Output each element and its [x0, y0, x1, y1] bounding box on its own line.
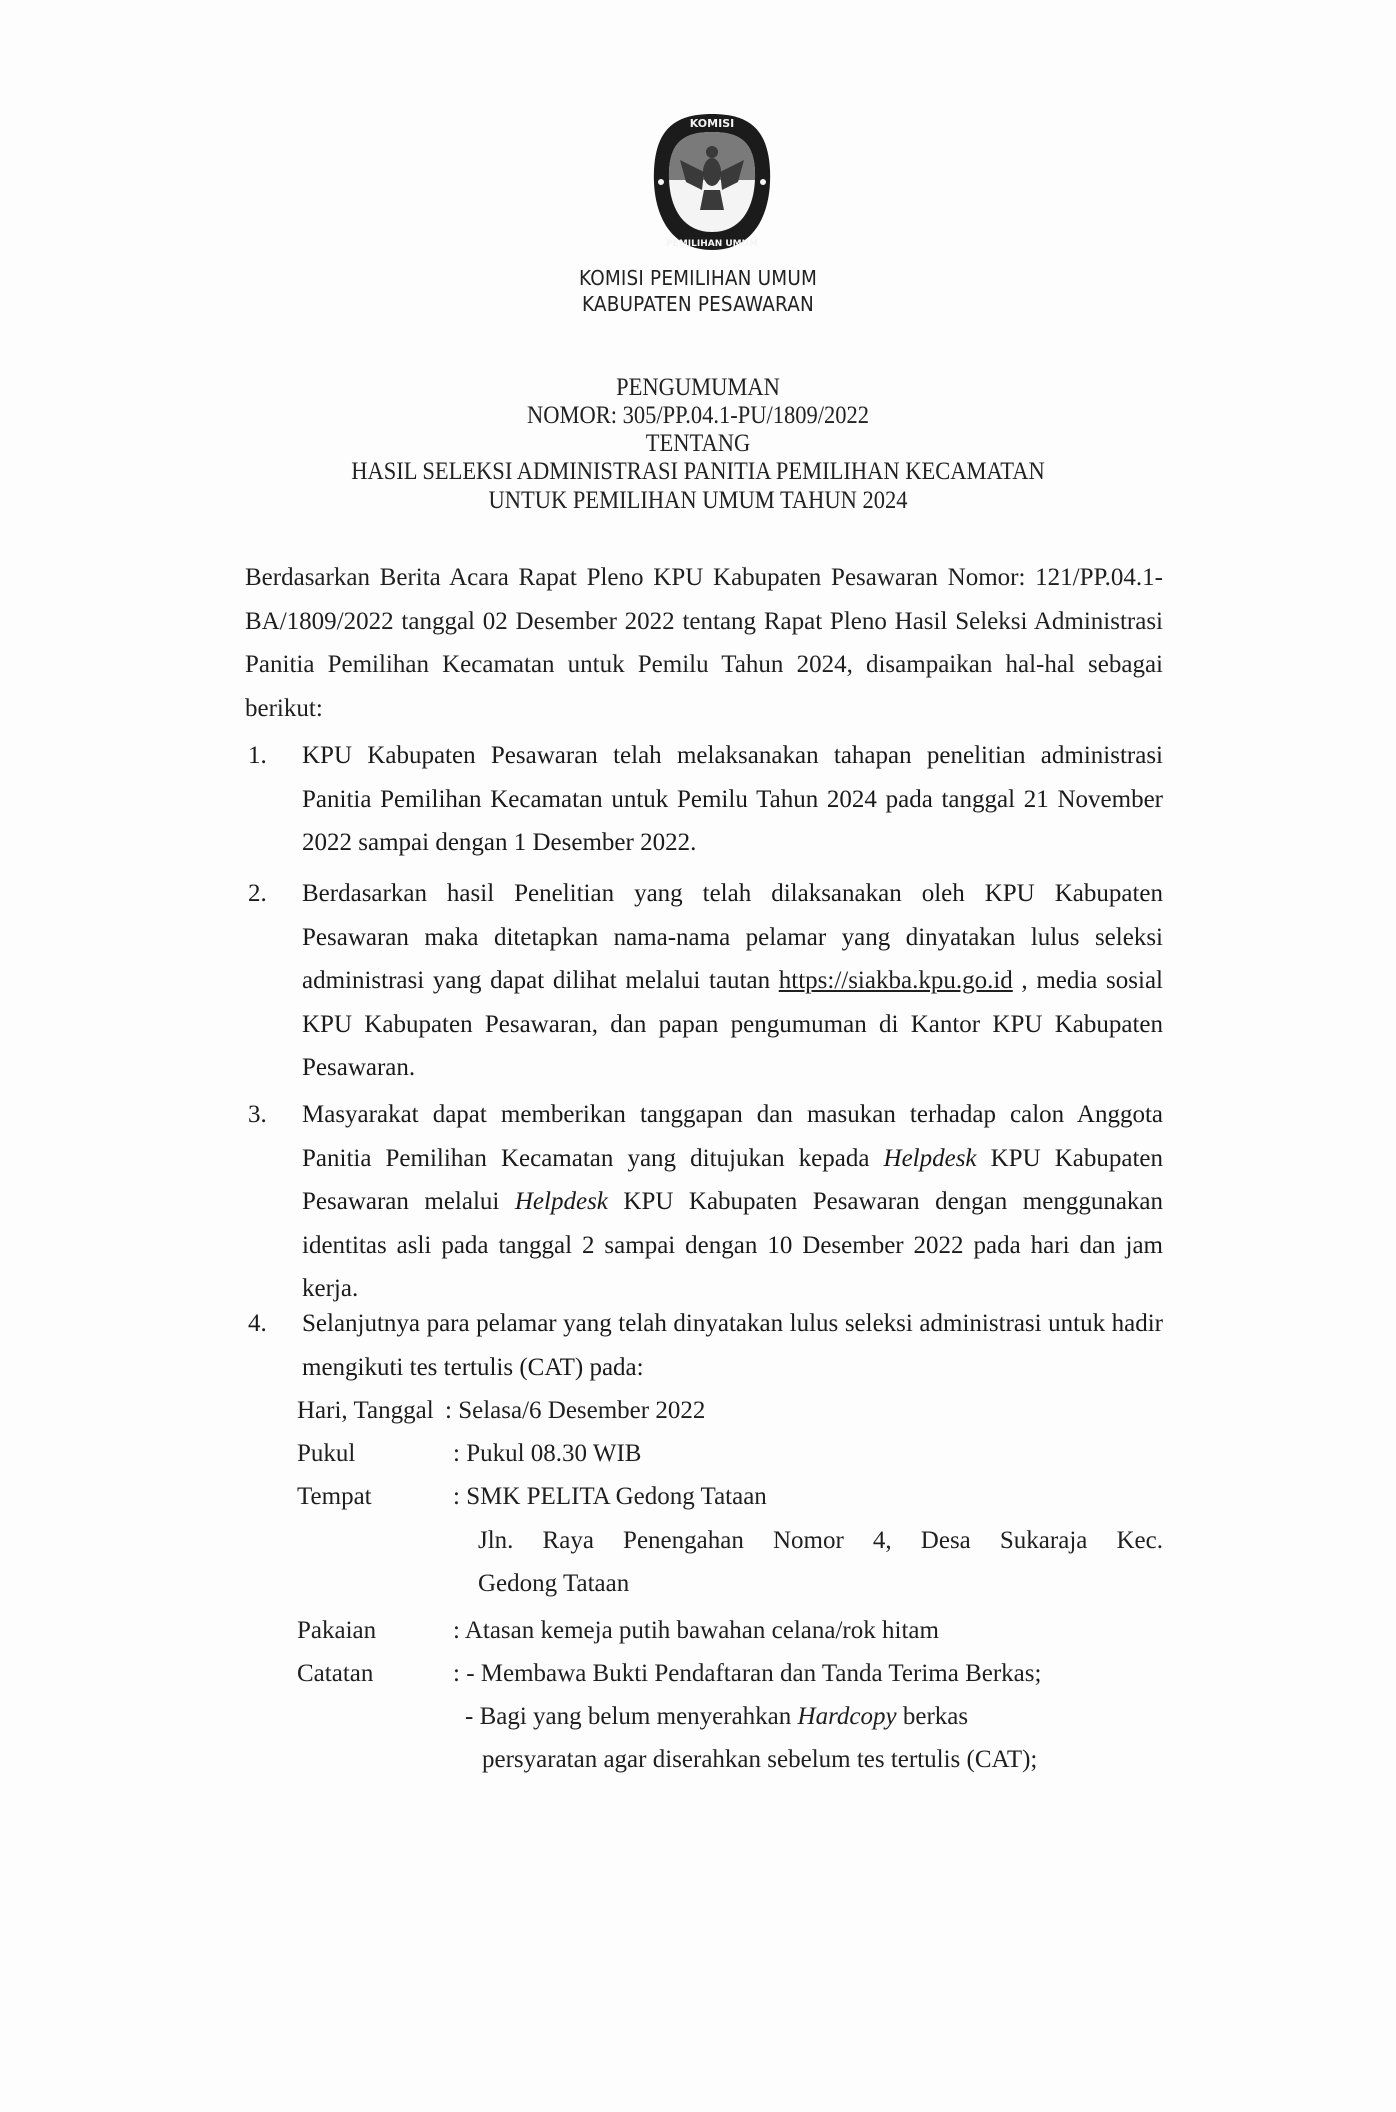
list-item-text [302, 872, 1163, 1090]
detail-row-date [0, 1389, 1396, 1433]
detail-value: : SMK PELITA Gedong Tataan [453, 1483, 767, 1510]
list-number: 1. [248, 742, 267, 769]
helpdesk-term: Helpdesk [514, 1188, 608, 1215]
detail-label: Pukul [297, 1440, 356, 1467]
list-item-text: KPU Kabupaten Pesawaran telah melaksanakan tahapan penelitian administrasi Panitia Pemilihan Kecamatan untuk Pemilu Tahun 2024 pada tanggal 21 November 2022 sampai dengan 1 Desember 2022. [302, 742, 1163, 856]
detail-row-place [0, 1475, 1396, 1519]
text-segment: Masyarakat dapat memberikan tanggapan dan masukan terhadap calon Anggota Panitia Pemilihan Kecamatan yang ditujukan kepada [302, 1101, 1163, 1172]
address-line: Gedong Tataan [478, 1570, 630, 1597]
detail-label: Hari, Tanggal [297, 1397, 434, 1424]
siakba-link[interactable]: https://siakba.kpu.go.id [778, 967, 1013, 994]
detail-value: : Pukul 08.30 WIB [453, 1440, 642, 1467]
text-segment: KPU Kabupaten Pesawaran dengan menggunakan identitas asli pada tanggal 2 sampai dengan 10 Desember 2022 pada hari dan jam kerja. [302, 1188, 1164, 1302]
helpdesk-term: Helpdesk [883, 1144, 977, 1172]
org-region: KABUPATEN PESAWARAN [582, 292, 814, 316]
text-segment: - Bagi yang belum menyerahkan [465, 1703, 798, 1730]
detail-row-notes-3 [0, 1738, 1396, 1782]
detail-row-address [0, 1519, 1396, 1563]
detail-label: Catatan [297, 1660, 374, 1687]
list-item-text [302, 1093, 1163, 1311]
detail-value: : Selasa/6 Desember 2022 [445, 1397, 706, 1424]
address-line: Jln. Raya Penengahan Nomor 4, Desa Sukaraja Kec. [478, 1527, 1163, 1554]
text-segment: KPU Kabupaten Pesawaran melalui [302, 1144, 1163, 1215]
detail-value: : - Membawa Bukti Pendaftaran dan Tanda Terima Berkas; [453, 1660, 1042, 1687]
list-number: 2. [248, 880, 267, 907]
intro-paragraph: Berdasarkan Berita Acara Rapat Pleno KPU Kabupaten Pesawaran Nomor: 121/PP.04.1-BA/1809/2022 tanggal 02 Desember 2022 tentang Rapat Pleno Hasil Seleksi Administrasi Panitia Pemilihan Kecamatan untuk Pemilu Tahun 2024, disampaikan hal-hal sebagai berikut: [245, 564, 1163, 722]
svg-text:KOMISI: KOMISI [689, 117, 735, 130]
detail-label: Tempat [297, 1483, 372, 1510]
detail-row-attire [0, 1609, 1396, 1653]
detail-row-notes-2 [0, 1695, 1396, 1739]
doc-type-title: PENGUMUMAN [616, 374, 780, 401]
doc-subject-line2: UNTUK PEMILIHAN UMUM TAHUN 2024 [488, 487, 908, 514]
doc-number: NOMOR: 305/PP.04.1-PU/1809/2022 [527, 402, 869, 429]
text-segment: , media sosial KPU Kabupaten Pesawaran, dan papan pengumuman di Kantor KPU Kabupaten Pesawaran. [302, 967, 1163, 1081]
detail-label: Pakaian [297, 1617, 377, 1644]
note-line [465, 1695, 968, 1739]
hardcopy-term: Hardcopy [797, 1703, 897, 1730]
list-number: 4. [248, 1310, 267, 1337]
text-segment: berkas [896, 1703, 969, 1730]
org-name: KOMISI PEMILIHAN UMUM [578, 266, 818, 290]
note-line: persyaratan agar diserahkan sebelum tes tertulis (CAT); [482, 1746, 1038, 1773]
detail-row-time [0, 1432, 1396, 1476]
svg-text:PEMILIHAN UMUM: PEMILIHAN UMUM [666, 239, 758, 249]
list-item-text: Selanjutnya para pelamar yang telah dinyatakan lulus seleksi administrasi untuk hadir mengikuti tes tertulis (CAT) pada: [302, 1310, 1163, 1381]
kpu-logo-icon [650, 110, 774, 254]
doc-about-label: TENTANG [645, 430, 751, 457]
list-number: 3. [248, 1101, 267, 1128]
detail-row-address-2 [0, 1562, 1396, 1606]
detail-row-notes [0, 1652, 1396, 1696]
text-segment: Berdasarkan hasil Penelitian yang telah dilaksanakan oleh KPU Kabupaten Pesawaran maka ditetapkan nama-nama pelamar yang dinyatakan lulus seleksi administrasi yang dapat dilihat melalui tautan [302, 880, 1163, 994]
detail-value: : Atasan kemeja putih bawahan celana/rok hitam [453, 1617, 939, 1644]
doc-subject-line1: HASIL SELEKSI ADMINISTRASI PANITIA PEMILIHAN KECAMATAN [351, 458, 1045, 485]
